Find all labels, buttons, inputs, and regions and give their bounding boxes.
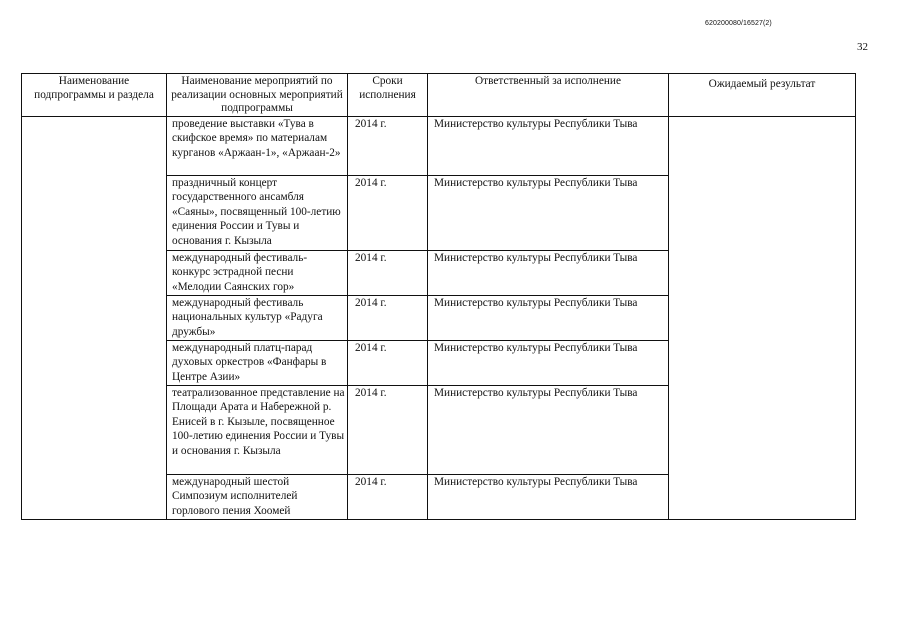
document-id: 620200080/16527(2) bbox=[705, 20, 772, 27]
activity-cell: международный шестой Симпозиум исполнителей горлового пения Хоомей bbox=[167, 474, 348, 519]
header-activity: Наименование мероприятий по реализации основных мероприятий подпрограммы bbox=[167, 74, 348, 117]
responsible-cell: Министерство культуры Республики Тыва bbox=[428, 175, 669, 250]
term-cell: 2014 г. bbox=[348, 175, 428, 250]
header-subprogram: Наименование подпрограммы и раздела bbox=[22, 74, 167, 117]
header-result: Ожидаемый результат bbox=[669, 74, 856, 117]
activity-cell: праздничный концерт государственного ансамбля «Саяны», посвященный 100-летию единения России и Тувы и основания г. Кызыла bbox=[167, 175, 348, 250]
activity-cell: театрализованное представление на Площади Арата и Набережной р. Енисей в г. Кызыле, посвященное 100-летию единения России и Тувы и основания г. Кызыла bbox=[167, 385, 348, 474]
result-cell bbox=[669, 116, 856, 519]
term-cell: 2014 г. bbox=[348, 250, 428, 295]
responsible-cell: Министерство культуры Республики Тыва bbox=[428, 385, 669, 474]
term-cell: 2014 г. bbox=[348, 340, 428, 385]
term-cell: 2014 г. bbox=[348, 295, 428, 340]
responsible-cell: Министерство культуры Республики Тыва bbox=[428, 474, 669, 519]
responsible-cell: Министерство культуры Республики Тыва bbox=[428, 295, 669, 340]
table-row bbox=[22, 116, 856, 175]
header-responsible: Ответственный за исполнение bbox=[428, 74, 669, 117]
responsible-cell: Министерство культуры Республики Тыва bbox=[428, 116, 669, 175]
term-cell: 2014 г. bbox=[348, 474, 428, 519]
responsible-cell: Министерство культуры Республики Тыва bbox=[428, 340, 669, 385]
activity-cell: международный фестиваль-конкурс эстрадной песни «Мелодии Саянских гор» bbox=[167, 250, 348, 295]
responsible-cell: Министерство культуры Республики Тыва bbox=[428, 250, 669, 295]
activity-cell: международный фестиваль национальных культур «Радуга дружбы» bbox=[167, 295, 348, 340]
table-header-row bbox=[22, 74, 856, 117]
subprogram-cell bbox=[22, 116, 167, 519]
term-cell: 2014 г. bbox=[348, 385, 428, 474]
page-number: 32 bbox=[857, 41, 868, 53]
activities-table bbox=[21, 73, 856, 520]
activity-cell: международный платц-парад духовых оркестров «Фанфары в Центре Азии» bbox=[167, 340, 348, 385]
activity-cell: проведение выставки «Тува в скифское время» по материалам курганов «Аржаан-1», «Аржаан-2» bbox=[167, 116, 348, 175]
term-cell: 2014 г. bbox=[348, 116, 428, 175]
header-term: Сроки исполнения bbox=[348, 74, 428, 117]
